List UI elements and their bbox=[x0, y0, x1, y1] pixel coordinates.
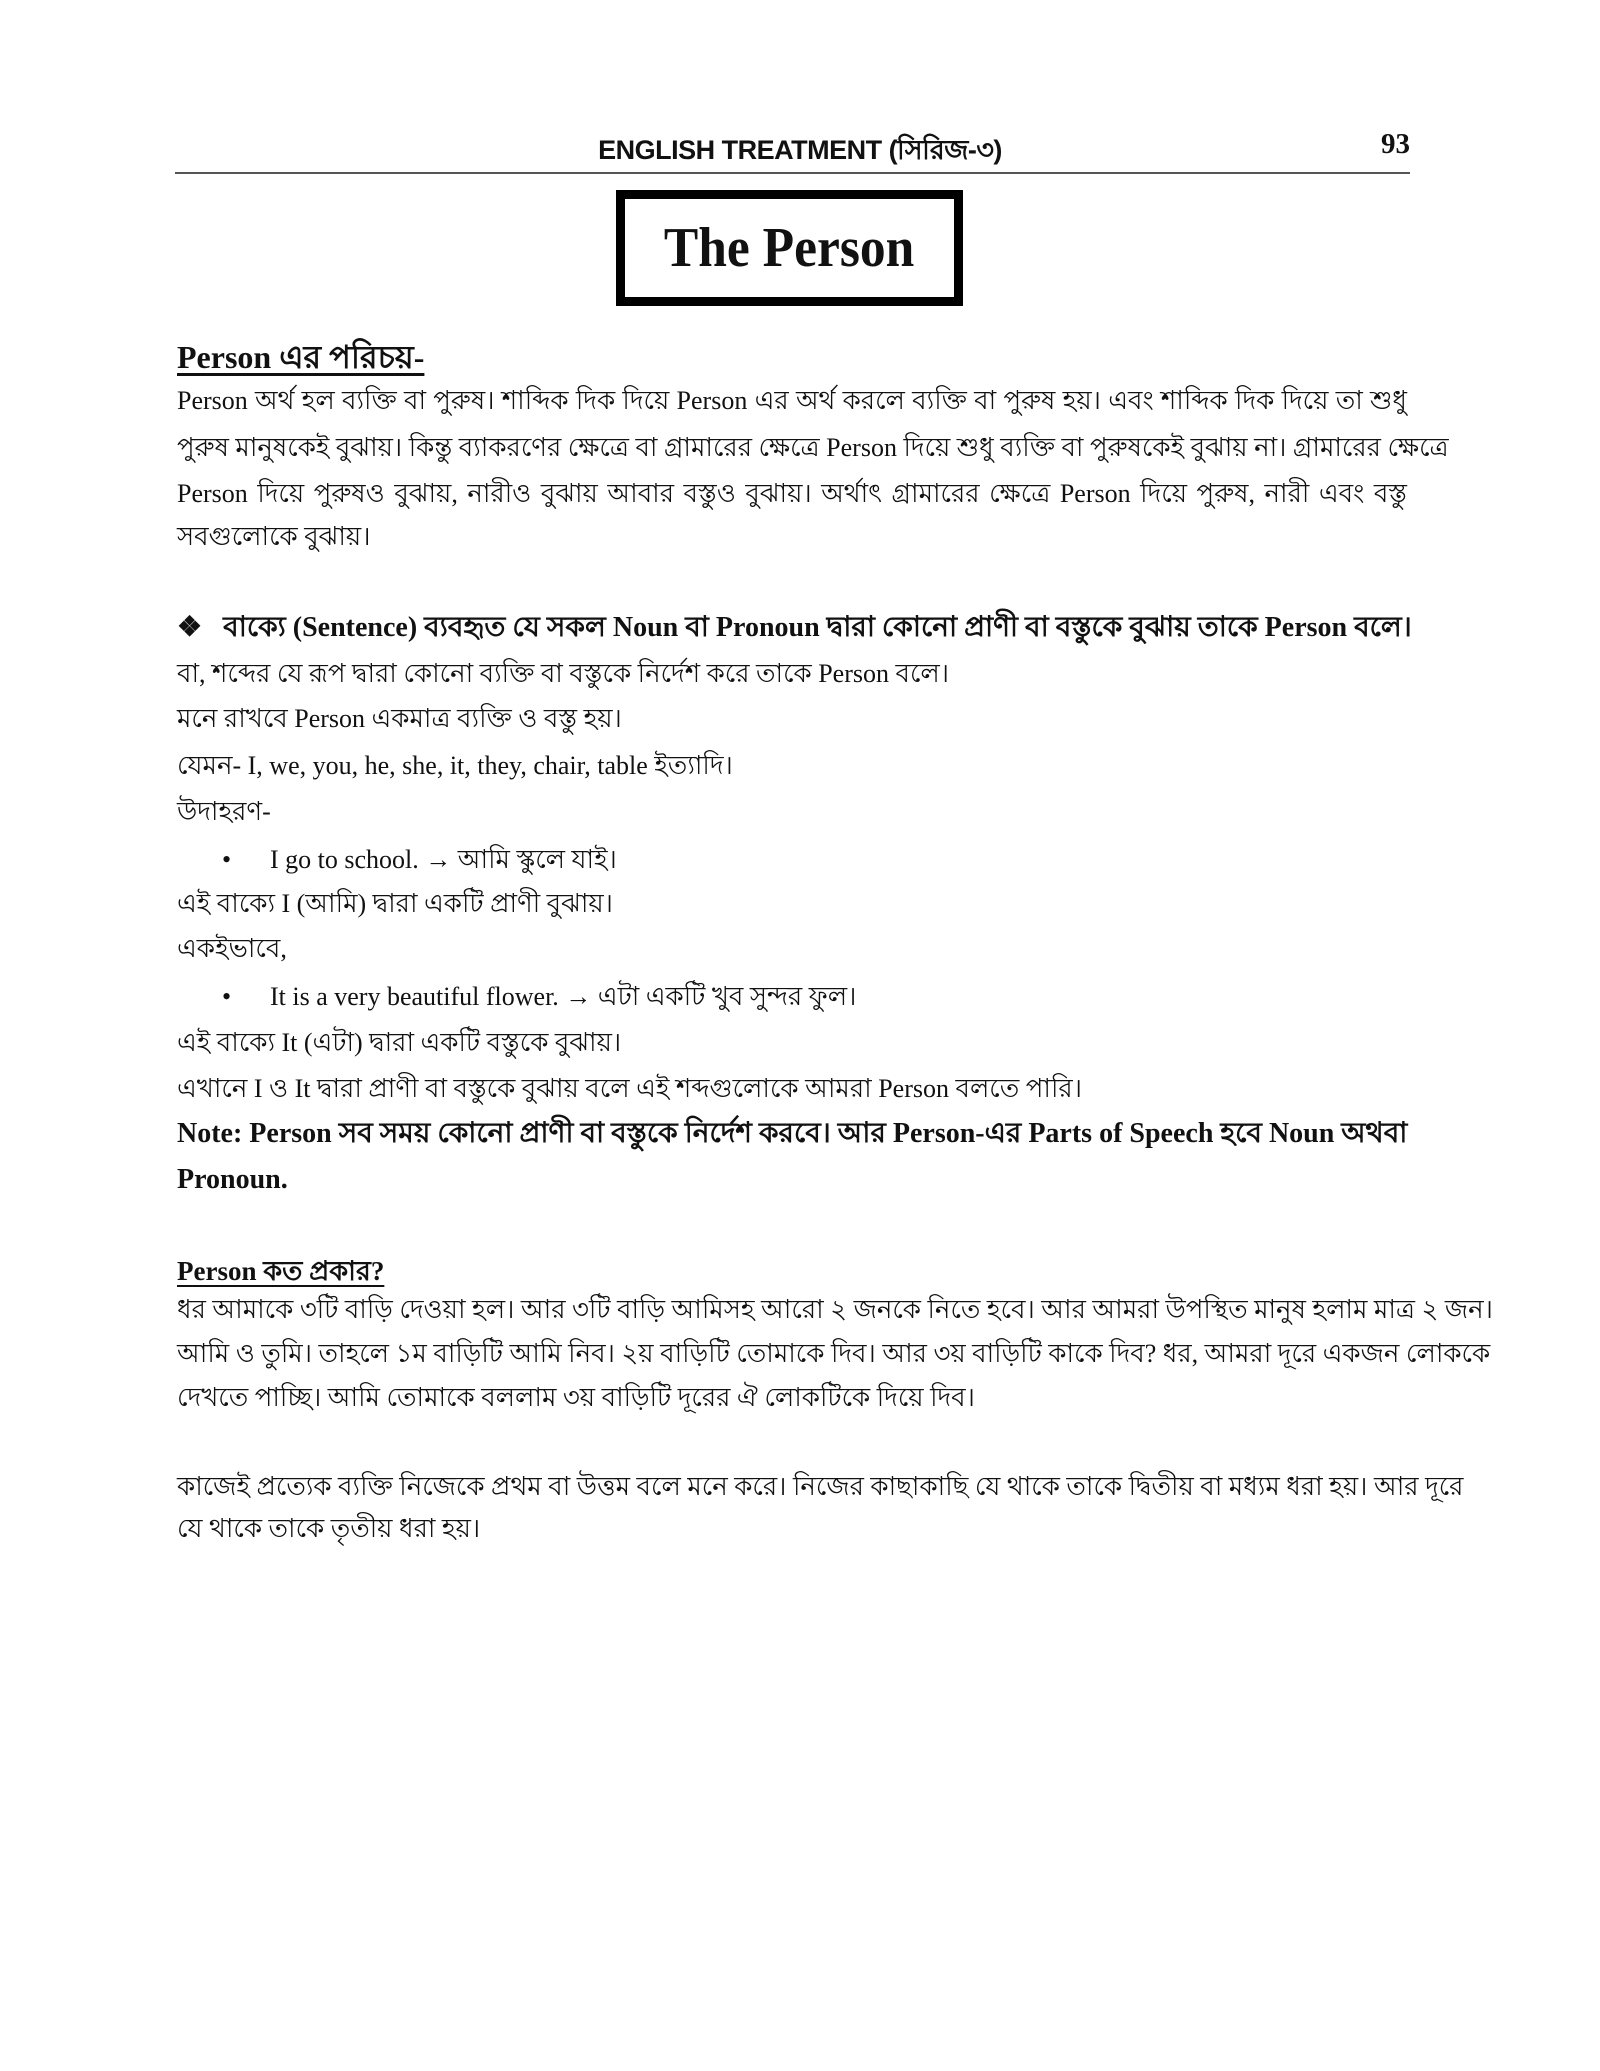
paragraph-line: দেখতে পাচ্ছি। আমি তোমাকে বললাম ৩য় বাড়িটি দূরের ঐ লোকটিকে দিয়ে দিব। bbox=[177, 1383, 975, 1412]
summary-line: এখানে I ও It দ্বারা প্রাণী বা বস্তুকে বুঝায় বলে এই শব্দগুলোকে আমরা Person বলতে পারি। bbox=[177, 1074, 1082, 1103]
diamond-bullet-icon: ❖ bbox=[177, 612, 203, 643]
alt-definition: বা, শব্দের যে রূপ দ্বারা কোনো ব্যক্তি বা বস্তুকে নির্দেশ করে তাকে Person বলে। bbox=[177, 659, 950, 688]
note-line-2: Pronoun. bbox=[177, 1164, 288, 1195]
such-as-line: যেমন- I, we, you, he, she, it, they, chair, table ইত্যাদি। bbox=[177, 751, 733, 780]
paragraph-line: পুরুষ মানুষকেই বুঝায়। কিন্তু ব্যাকরণের ক্ষেত্রে বা গ্রামারের ক্ষেত্রে Person দিয়ে শুধু ব্যক্তি বা পুরুষকেই বুঝায় না। গ্রামারের ক্ষেত্রে bbox=[177, 433, 1449, 462]
example-note-2: এই বাক্যে It (এটা) দ্বারা একটি বস্তুকে বুঝায়। bbox=[177, 1028, 622, 1057]
section-heading-intro: Person এর পরিচয়- bbox=[177, 339, 425, 375]
definition-line bbox=[177, 611, 1412, 645]
chapter-title: The Person bbox=[664, 217, 915, 279]
paragraph-line: ধর আমাকে ৩টি বাড়ি দেওয়া হল। আর ৩টি বাড়ি আমিসহ আরো ২ জনকে নিতে হবে। আর আমরা উপস্থিত মানুষ হলাম মাত্র ২ জন। bbox=[177, 1295, 1493, 1324]
running-header: ENGLISH TREATMENT (সিরিজ-৩) bbox=[598, 135, 1002, 165]
paragraph-line: Person অর্থ হল ব্যক্তি বা পুরুষ। শাব্দিক দিক দিয়ে Person এর অর্থ করলে ব্যক্তি বা পুরুষ হয়। এবং শাব্দিক দিক দিয়ে তা শুধু bbox=[177, 386, 1407, 415]
bullet-icon: • bbox=[222, 845, 232, 874]
remember-line: মনে রাখবে Person একমাত্র ব্যক্তি ও বস্তু হয়। bbox=[177, 704, 622, 733]
example-bullet-2 bbox=[224, 980, 856, 1014]
paragraph-line: Person দিয়ে পুরুষও বুঝায়, নারীও বুঝায় আবার বস্তুও বুঝায়। অর্থাৎ গ্রামারের ক্ষেত্রে Person দিয়ে পুরুষ, নারী এবং বস্তু bbox=[177, 479, 1407, 508]
paragraph-line: সবগুলোকে বুঝায়। bbox=[177, 522, 371, 551]
page-number: 93 bbox=[1381, 128, 1410, 160]
example-label: উদাহরণ- bbox=[177, 797, 271, 826]
note-line-1: Note: Person সব সময় কোনো প্রাণী বা বস্তুকে নির্দেশ করবে। আর Person-এর Parts of Speech হবে Noun অথবা bbox=[177, 1118, 1408, 1149]
example-note-1: এই বাক্যে I (আমি) দ্বারা একটি প্রাণী বুঝায়। bbox=[177, 889, 613, 918]
example-text: It is a very beautiful flower. → এটা একটি খুব সুন্দর ফুল। bbox=[270, 982, 857, 1011]
definition-text: বাক্যে (Sentence) ব্যবহৃত যে সকল Noun বা Pronoun দ্বারা কোনো প্রাণী বা বস্তুকে বুঝায় তাকে Person বলে। bbox=[223, 612, 1412, 643]
example-text: I go to school. → আমি স্কুলে যাই। bbox=[270, 845, 617, 874]
likewise-line: একইভাবে, bbox=[177, 934, 287, 963]
chapter-title-box bbox=[616, 190, 963, 306]
example-bullet-1 bbox=[224, 843, 617, 877]
section-heading-types: Person কত প্রকার? bbox=[177, 1256, 385, 1286]
paragraph-line: আমি ও তুমি। তাহলে ১ম বাড়িটি আমি নিব। ২য় বাড়িটি তোমাকে দিব। আর ৩য় বাড়িটি কাকে দিব? ধর, আমরা দূরে একজন লোককে bbox=[177, 1339, 1491, 1368]
chapter-title-frame bbox=[623, 197, 956, 299]
bullet-icon: • bbox=[222, 982, 232, 1011]
header-divider bbox=[175, 172, 1410, 174]
paragraph-line: কাজেই প্রত্যেক ব্যক্তি নিজেকে প্রথম বা উত্তম বলে মনে করে। নিজের কাছাকাছি যে থাকে তাকে দ্বিতীয় বা মধ্যম ধরা হয়। আর দূরে bbox=[177, 1472, 1464, 1501]
paragraph-line: যে থাকে তাকে তৃতীয় ধরা হয়। bbox=[177, 1514, 481, 1543]
